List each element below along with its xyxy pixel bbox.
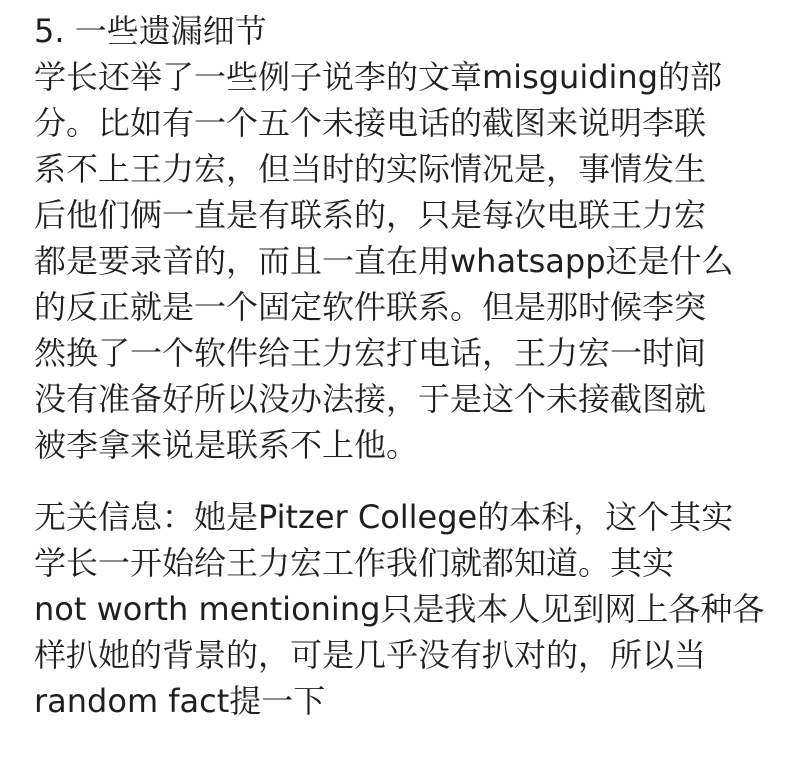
paragraph-line: not worth mentioning只是我本人见到网上各种各 [34,590,765,628]
section-heading: 5. 一些遗漏细节 [34,12,267,50]
paragraph-line: 样扒她的背景的，可是几乎没有扒对的，所以当 [34,636,707,674]
paragraph-unrelated-info [34,494,774,724]
paragraph-line: 后他们俩一直是有联系的，只是每次电联王力宏 [34,196,707,234]
paragraph-line: 没有准备好所以没办法接，于是这个未接截图就 [34,380,707,418]
paragraph-line: 被李拿来说是联系不上他。 [34,426,419,464]
paragraph-line: 无关信息：她是Pitzer College的本科，这个其实 [34,498,734,536]
paragraph-line: 学长还举了一些例子说李的文章misguiding的部 [34,58,723,96]
document-body [34,8,774,724]
paragraph-spacer [34,468,774,494]
paragraph-line: random fact提一下 [34,682,326,720]
paragraph-line: 学长一开始给王力宏工作我们就都知道。其实 [34,544,675,582]
paragraph-line: 的反正就是一个固定软件联系。但是那时候李突 [34,288,707,326]
paragraph-line: 然换了一个软件给王力宏打电话，王力宏一时间 [34,334,707,372]
paragraph-missed-calls [34,54,774,468]
paragraph-line: 系不上王力宏，但当时的实际情况是，事情发生 [34,150,707,188]
paragraph-line: 都是要录音的，而且一直在用whatsapp还是什么 [34,242,734,280]
paragraph-line: 分。比如有一个五个未接电话的截图来说明李联 [34,104,707,142]
